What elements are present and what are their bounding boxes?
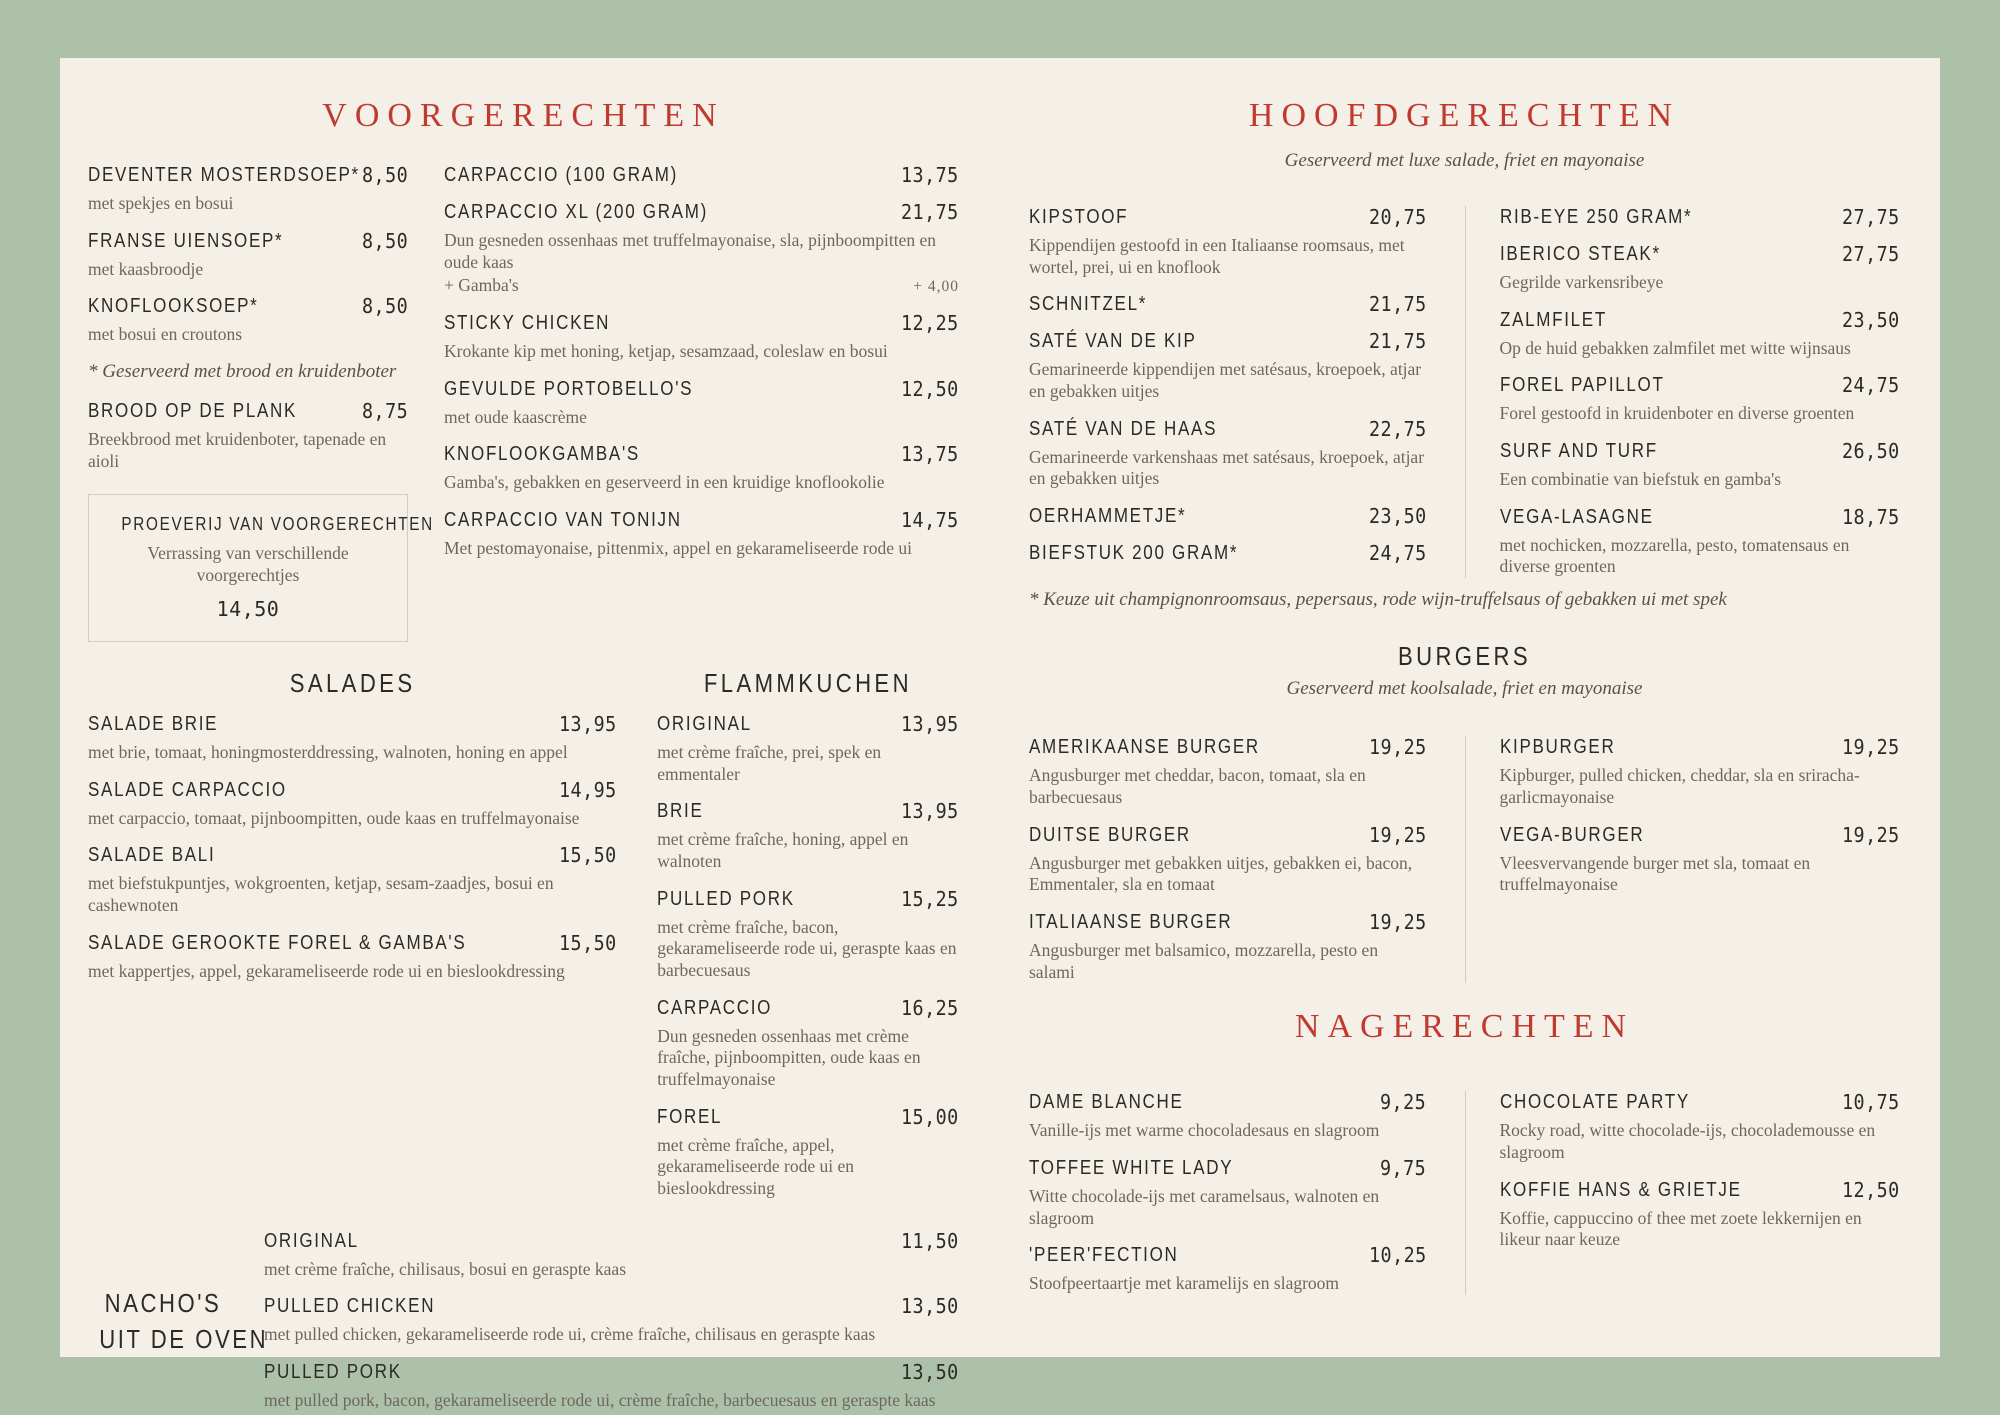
menu-item-row bbox=[1500, 206, 1901, 228]
item-price: 10,25 bbox=[1368, 1243, 1427, 1268]
item-price: 24,75 bbox=[1368, 541, 1427, 566]
item-name: KNOFLOOKSOEP* bbox=[88, 295, 259, 318]
item-description: Een combinatie van biefstuk en gamba's bbox=[1499, 469, 1782, 490]
menu-item bbox=[88, 779, 617, 830]
item-name: SALADE GEROOKTE FOREL & GAMBA'S bbox=[88, 931, 467, 954]
proeverij-title: PROEVERIJ VAN VOORGERECHTEN bbox=[121, 514, 434, 535]
item-name: FRANSE UIENSOEP* bbox=[88, 229, 284, 252]
menu-item-row bbox=[264, 1361, 959, 1383]
menu-item bbox=[444, 378, 959, 429]
item-price: 23,50 bbox=[1842, 307, 1900, 332]
item-price: 15,00 bbox=[901, 1104, 959, 1129]
menu-item bbox=[1029, 1244, 1427, 1295]
item-name: DAME BLANCHE bbox=[1029, 1091, 1184, 1114]
item-description: met spekjes en bosui bbox=[88, 193, 234, 213]
item-description: Stoofpeertaartje met karamelijs en slagroom bbox=[1029, 1273, 1340, 1294]
item-price: 12,50 bbox=[1842, 1177, 1900, 1202]
item-name: IBERICO STEAK* bbox=[1499, 243, 1661, 265]
menu-item bbox=[264, 1361, 959, 1412]
item-price: 9,25 bbox=[1380, 1090, 1427, 1115]
item-price: 21,75 bbox=[1368, 329, 1427, 354]
item-name: ORIGINAL bbox=[264, 1229, 359, 1252]
item-description: Forel gestoofd in kruidenboter en diverse groenten bbox=[1499, 403, 1855, 424]
menu-item-row bbox=[657, 800, 959, 822]
item-description: Breekbrood met kruidenboter, tapenade en aioli bbox=[88, 429, 387, 471]
menu-item bbox=[88, 230, 408, 281]
menu-item bbox=[1029, 736, 1427, 808]
item-name: ORIGINAL bbox=[657, 712, 753, 735]
menu-item-row bbox=[1500, 374, 1901, 396]
item-name: BROOD OP DE PLANK bbox=[88, 400, 298, 423]
menu-item-row bbox=[88, 713, 617, 735]
voorgerechten-title: VOORGERECHTEN bbox=[322, 97, 725, 134]
item-price: 19,25 bbox=[1842, 735, 1900, 760]
menu-item bbox=[444, 443, 959, 494]
menu-item-row bbox=[88, 164, 408, 186]
item-description: Gegrilde varkensribeye bbox=[1499, 272, 1664, 292]
menu-item-row bbox=[88, 230, 408, 252]
burgers-col2 bbox=[1465, 736, 1901, 983]
item-addon bbox=[444, 275, 959, 297]
item-price: 8,50 bbox=[361, 228, 408, 253]
item-name: GEVULDE PORTOBELLO'S bbox=[444, 377, 694, 400]
menu-paper bbox=[60, 58, 1940, 1411]
item-name: VEGA-LASAGNE bbox=[1499, 505, 1654, 528]
addon-label: + Gamba's bbox=[444, 275, 519, 296]
burgers-col1 bbox=[1029, 736, 1465, 983]
item-description: Kipburger, pulled chicken, cheddar, sla en sriracha-garlicmayonaise bbox=[1499, 765, 1860, 807]
menu-item-row bbox=[1029, 1091, 1427, 1113]
menu-item bbox=[657, 997, 959, 1091]
item-name: CARPACCIO XL (200 GRAM) bbox=[444, 201, 708, 223]
item-description: met crème fraîche, prei, spek en emmentaler bbox=[657, 741, 882, 784]
item-description: met kaasbroodje bbox=[88, 258, 204, 279]
item-description: met biefstukpuntjes, wokgroenten, ketjap, sesam-zaadjes, bosui en cashewnoten bbox=[88, 873, 554, 915]
menu-item-row bbox=[657, 1106, 959, 1128]
item-price: 19,25 bbox=[1368, 909, 1427, 934]
item-price: 13,50 bbox=[901, 1294, 959, 1319]
item-description: Dun gesneden ossenhaas met truffelmayonaise, sla, pijnboompitten en oude kaas bbox=[444, 230, 936, 272]
menu-item-row bbox=[1029, 505, 1427, 527]
item-description: Gemarineerde kippendijen met satésaus, kroepoek, atjar en gebakken uitjes bbox=[1029, 359, 1422, 402]
item-price: 13,95 bbox=[901, 799, 959, 824]
item-description: Koffie, cappuccino of thee met zoete lekkernijen en likeur naar keuze bbox=[1499, 1207, 1862, 1250]
nagerechten-columns bbox=[1029, 1091, 1900, 1295]
menu-item bbox=[1029, 505, 1427, 527]
item-price: 16,25 bbox=[901, 995, 959, 1020]
item-name: AMERIKAANSE BURGER bbox=[1029, 736, 1260, 759]
item-description: Op de huid gebakken zalmfilet met witte wijnsaus bbox=[1499, 337, 1851, 358]
hoofdgerechten-col2 bbox=[1465, 206, 1901, 578]
menu-item bbox=[1500, 440, 1901, 491]
item-price: 13,50 bbox=[901, 1360, 959, 1385]
menu-item-row bbox=[1029, 542, 1427, 564]
item-description: met carpaccio, tomaat, pijnboompitten, oude kaas en truffelmayonaise bbox=[88, 807, 580, 828]
menu-item bbox=[1029, 542, 1427, 564]
menu-item bbox=[444, 201, 959, 297]
menu-item bbox=[88, 400, 408, 472]
voorgerechten-soups-list bbox=[88, 164, 408, 346]
item-price: 14,95 bbox=[559, 777, 618, 802]
nagerechten-col1 bbox=[1029, 1091, 1465, 1295]
menu-item bbox=[1500, 506, 1901, 578]
proeverij-price: 14,50 bbox=[216, 596, 280, 621]
proeverij-box bbox=[88, 494, 434, 641]
item-description: met brie, tomaat, honingmosterddressing, walnoten, honing en appel bbox=[88, 741, 568, 762]
menu-item-row bbox=[444, 312, 959, 334]
item-description: met pulled chicken, gekarameliseerde rode ui, crème fraîche, chilisaus en geraspte kaas bbox=[264, 1324, 876, 1345]
item-name: ZALMFILET bbox=[1499, 308, 1607, 331]
item-name: OERHAMMETJE* bbox=[1029, 505, 1187, 528]
menu-item-row bbox=[1500, 1091, 1901, 1113]
menu-item-row bbox=[1500, 440, 1901, 462]
menu-item-row bbox=[88, 400, 408, 422]
menu-item-row bbox=[1500, 736, 1901, 758]
menu-item bbox=[1029, 1157, 1427, 1229]
menu-item bbox=[444, 509, 959, 560]
burgers-columns bbox=[1029, 736, 1900, 983]
menu-item-row bbox=[1500, 824, 1901, 846]
item-description: met crème fraîche, appel, gekarameliseerde rode ui en bieslookdressing bbox=[657, 1134, 854, 1199]
menu-item-row bbox=[1500, 506, 1901, 528]
menu-item bbox=[1029, 330, 1427, 402]
menu-item bbox=[657, 800, 959, 872]
menu-item-row bbox=[264, 1295, 959, 1317]
voorgerechten-columns bbox=[88, 164, 959, 642]
nachos-section bbox=[88, 1230, 959, 1412]
item-name: FOREL PAPILLOT bbox=[1499, 374, 1665, 397]
menu-item-row bbox=[444, 443, 959, 465]
item-description: Dun gesneden ossenhaas met crème fraîche, pijnboompitten, oude kaas en truffelmayonaise bbox=[657, 1025, 921, 1089]
item-price: 15,50 bbox=[559, 843, 618, 868]
menu-item-row bbox=[657, 997, 959, 1019]
salades-flammkuchen-row bbox=[88, 669, 959, 1200]
item-name: BRIE bbox=[657, 800, 704, 823]
item-price: 14,75 bbox=[901, 508, 959, 533]
item-description: met crème fraîche, bacon, gekarameliseerde rode ui, geraspte kaas en barbecuesaus bbox=[657, 916, 957, 980]
menu-item-row bbox=[1029, 418, 1427, 440]
hoofdgerechten-columns bbox=[1029, 206, 1900, 578]
item-price: 27,75 bbox=[1842, 205, 1900, 229]
menu-item-row bbox=[1029, 206, 1427, 228]
item-name: 'PEER'FECTION bbox=[1029, 1244, 1179, 1267]
nachos-label-line1: NACHO'S bbox=[104, 1287, 222, 1318]
menu-item-row bbox=[1029, 824, 1427, 846]
item-price: 22,75 bbox=[1368, 416, 1427, 441]
menu-item-row bbox=[1029, 330, 1427, 352]
menu-right-half bbox=[1029, 84, 1900, 1357]
item-price: 26,50 bbox=[1842, 439, 1900, 464]
item-name: VEGA-BURGER bbox=[1499, 823, 1644, 846]
burgers-subtitle: Geserveerd met koolsalade, friet en mayonaise bbox=[1286, 678, 1643, 700]
voorgerechten-bread-list bbox=[88, 400, 408, 472]
item-price: 24,75 bbox=[1842, 373, 1900, 398]
menu-item-row bbox=[88, 295, 408, 317]
proeverij-description: Verrassing van verschillende voorgerechtjes bbox=[147, 543, 349, 586]
item-description: Krokante kip met honing, ketjap, sesamzaad, coleslaw en bosui bbox=[444, 341, 888, 362]
menu-item bbox=[657, 888, 959, 982]
item-description: met crème fraîche, chilisaus, bosui en geraspte kaas bbox=[264, 1258, 627, 1279]
item-price: 27,75 bbox=[1842, 242, 1900, 266]
item-description: met crème fraîche, honing, appel en walnoten bbox=[657, 829, 909, 871]
menu-item-row bbox=[1500, 243, 1901, 265]
item-name: PULLED PORK bbox=[657, 887, 795, 910]
item-name: KIPBURGER bbox=[1499, 736, 1615, 759]
menu-item bbox=[444, 312, 959, 363]
item-name: SATÉ VAN DE KIP bbox=[1029, 330, 1197, 353]
voorgerechten-footnote: * Geserveerd met brood en kruidenboter bbox=[88, 361, 397, 383]
item-price: 12,50 bbox=[901, 376, 959, 401]
item-price: 18,75 bbox=[1842, 504, 1900, 529]
voorgerechten-col1 bbox=[88, 163, 434, 642]
menu-item-row bbox=[264, 1230, 959, 1252]
item-price: 23,50 bbox=[1368, 504, 1427, 529]
item-description: met oude kaascrème bbox=[444, 406, 587, 427]
item-name: RIB-EYE 250 GRAM* bbox=[1499, 206, 1692, 228]
item-description: Witte chocolade-ijs met caramelsaus, walnoten en slagroom bbox=[1029, 1185, 1380, 1228]
menu-left-half bbox=[88, 84, 959, 1411]
menu-item bbox=[1029, 206, 1427, 278]
menu-item-row bbox=[444, 201, 959, 223]
item-name: SALADE BRIE bbox=[88, 712, 219, 735]
menu-item bbox=[264, 1230, 959, 1281]
menu-item bbox=[88, 295, 408, 346]
menu-item-row bbox=[444, 509, 959, 531]
item-description: met bosui en croutons bbox=[88, 324, 243, 345]
voorgerechten-col2 bbox=[444, 164, 959, 642]
item-name: SATÉ VAN DE HAAS bbox=[1029, 417, 1218, 440]
item-price: 8,75 bbox=[361, 399, 408, 424]
menu-item bbox=[1500, 243, 1901, 294]
menu-item-row bbox=[1029, 911, 1427, 933]
menu-item bbox=[657, 1106, 959, 1200]
item-name: KOFFIE HANS & GRIETJE bbox=[1499, 1178, 1742, 1201]
menu-item bbox=[1500, 1179, 1901, 1251]
menu-item-row bbox=[88, 932, 617, 954]
menu-item bbox=[1029, 911, 1427, 983]
flammkuchen-section bbox=[657, 669, 959, 1200]
item-name: CARPACCIO (100 GRAM) bbox=[444, 164, 678, 186]
item-price: 12,25 bbox=[901, 311, 959, 336]
item-price: 8,50 bbox=[361, 294, 408, 319]
hoofdgerechten-subtitle: Geserveerd met luxe salade, friet en mayonaise bbox=[1284, 150, 1645, 171]
item-description: Gamba's, gebakken en geserveerd in een kruidige knoflookolie bbox=[444, 472, 885, 493]
menu-item-row bbox=[1029, 293, 1427, 315]
item-price: 11,50 bbox=[901, 1228, 959, 1253]
menu-item bbox=[1500, 206, 1901, 228]
item-description: Vanille-ijs met warme chocoladesaus en slagroom bbox=[1029, 1120, 1380, 1141]
nachos-label bbox=[99, 1285, 269, 1357]
item-name: PULLED CHICKEN bbox=[264, 1295, 436, 1318]
item-name: SCHNITZEL* bbox=[1029, 293, 1148, 316]
item-description: Vleesvervangende burger met sla, tomaat en truffelmayonaise bbox=[1499, 852, 1811, 895]
item-name: TOFFEE WHITE LADY bbox=[1029, 1156, 1234, 1179]
burgers-title: BURGERS bbox=[1397, 641, 1532, 672]
menu-item-row bbox=[1029, 1244, 1427, 1266]
menu-item bbox=[657, 713, 959, 785]
menu-item-row bbox=[88, 844, 617, 866]
item-price: 20,75 bbox=[1368, 205, 1427, 229]
item-name: KNOFLOOKGAMBA'S bbox=[444, 443, 640, 466]
item-name: ITALIAANSE BURGER bbox=[1029, 910, 1233, 933]
item-name: SALADE BALI bbox=[88, 844, 216, 867]
menu-item bbox=[1500, 824, 1901, 896]
nachos-label-line2: UIT DE OVEN bbox=[99, 1323, 269, 1354]
item-description: met nochicken, mozzarella, pesto, tomatensaus en diverse groenten bbox=[1499, 534, 1850, 577]
item-name: KIPSTOOF bbox=[1029, 206, 1129, 228]
menu-item bbox=[88, 164, 408, 215]
menu-item-row bbox=[1500, 1179, 1901, 1201]
item-name: PULLED PORK bbox=[264, 1361, 402, 1384]
menu-item-row bbox=[444, 164, 959, 186]
item-price: 21,75 bbox=[1368, 292, 1427, 317]
item-price: 21,75 bbox=[901, 200, 959, 224]
menu-item bbox=[1500, 309, 1901, 360]
item-price: 19,25 bbox=[1842, 822, 1900, 847]
menu-item-row bbox=[1500, 309, 1901, 331]
menu-item-row bbox=[88, 779, 617, 801]
menu-item-row bbox=[657, 713, 959, 735]
item-name: FOREL bbox=[657, 1105, 723, 1128]
menu-item bbox=[88, 932, 617, 983]
item-description: Angusburger met cheddar, bacon, tomaat, sla en barbecuesaus bbox=[1029, 765, 1366, 807]
menu-item-row bbox=[444, 378, 959, 400]
item-price: 13,95 bbox=[559, 711, 618, 736]
item-description: Angusburger met balsamico, mozzarella, pesto en salami bbox=[1029, 939, 1379, 982]
item-price: 9,75 bbox=[1380, 1155, 1427, 1180]
menu-item-row bbox=[657, 888, 959, 910]
flammkuchen-title: FLAMMKUCHEN bbox=[704, 667, 913, 698]
item-price: 8,50 bbox=[361, 163, 408, 187]
item-price: 13,75 bbox=[901, 442, 959, 467]
menu-item-row bbox=[1029, 1157, 1427, 1179]
item-description: Met pestomayonaise, pittenmix, appel en gekarameliseerde rode ui bbox=[444, 538, 912, 559]
menu-item bbox=[1500, 374, 1901, 425]
flammkuchen-list bbox=[657, 713, 959, 1200]
nagerechten-col2 bbox=[1465, 1091, 1901, 1295]
addon-price: + 4,00 bbox=[913, 278, 959, 296]
item-name: STICKY CHICKEN bbox=[444, 312, 611, 335]
menu-item bbox=[1029, 824, 1427, 896]
menu-item bbox=[1500, 736, 1901, 808]
salades-section bbox=[88, 669, 617, 1200]
item-name: CARPACCIO bbox=[657, 996, 773, 1019]
menu-item bbox=[264, 1295, 959, 1346]
item-price: 19,25 bbox=[1368, 822, 1427, 847]
menu-item bbox=[1029, 1091, 1427, 1142]
item-description: Gemarineerde varkenshaas met satésaus, kroepoek, atjar en gebakken uitjes bbox=[1029, 446, 1425, 489]
item-price: 10,75 bbox=[1842, 1090, 1900, 1115]
menu-item bbox=[444, 164, 959, 186]
menu-item bbox=[1029, 293, 1427, 315]
item-name: DUITSE BURGER bbox=[1029, 823, 1191, 846]
item-name: SALADE CARPACCIO bbox=[88, 778, 287, 801]
item-description: met kappertjes, appel, gekarameliseerde rode ui en bieslookdressing bbox=[88, 960, 565, 981]
salades-list bbox=[88, 713, 617, 982]
menu-item bbox=[88, 844, 617, 916]
item-name: CHOCOLATE PARTY bbox=[1499, 1091, 1690, 1114]
item-description: Kippendijen gestoofd in een Italiaanse roomsaus, met wortel, prei, ui en knoflook bbox=[1029, 235, 1405, 277]
item-name: DEVENTER MOSTERDSOEP* bbox=[88, 164, 360, 186]
menu-item bbox=[1029, 418, 1427, 490]
salades-title: SALADES bbox=[289, 667, 416, 698]
item-name: BIEFSTUK 200 GRAM* bbox=[1029, 542, 1239, 565]
item-name: CARPACCIO VAN TONIJN bbox=[444, 509, 682, 532]
item-description: Rocky road, witte chocolade-ijs, chocolademousse en slagroom bbox=[1499, 1120, 1876, 1162]
item-name: SURF AND TURF bbox=[1499, 440, 1658, 463]
menu-item-row bbox=[1029, 736, 1427, 758]
item-description: met pulled pork, bacon, gekarameliseerde rode ui, crème fraîche, barbecuesaus en geraspte kaas bbox=[264, 1390, 936, 1411]
menu-item bbox=[1500, 1091, 1901, 1163]
item-price: 13,95 bbox=[901, 711, 959, 736]
hoofdgerechten-title: HOOFDGERECHTEN bbox=[1248, 97, 1681, 134]
item-price: 15,50 bbox=[559, 930, 618, 955]
item-price: 15,25 bbox=[901, 886, 959, 911]
nachos-list bbox=[264, 1230, 959, 1412]
hoofdgerechten-col1 bbox=[1029, 206, 1465, 578]
item-price: 19,25 bbox=[1368, 735, 1427, 760]
menu-item bbox=[88, 713, 617, 764]
nagerechten-title: NAGERECHTEN bbox=[1294, 1008, 1635, 1046]
hoofdgerechten-footnote: * Keuze uit champignonroomsaus, pepersaus, rode wijn-truffelsaus of gebakken ui met spek bbox=[1029, 589, 1727, 611]
item-description: Angusburger met gebakken uitjes, gebakken ei, bacon, Emmentaler, sla en tomaat bbox=[1029, 852, 1413, 895]
item-price: 13,75 bbox=[901, 163, 959, 187]
